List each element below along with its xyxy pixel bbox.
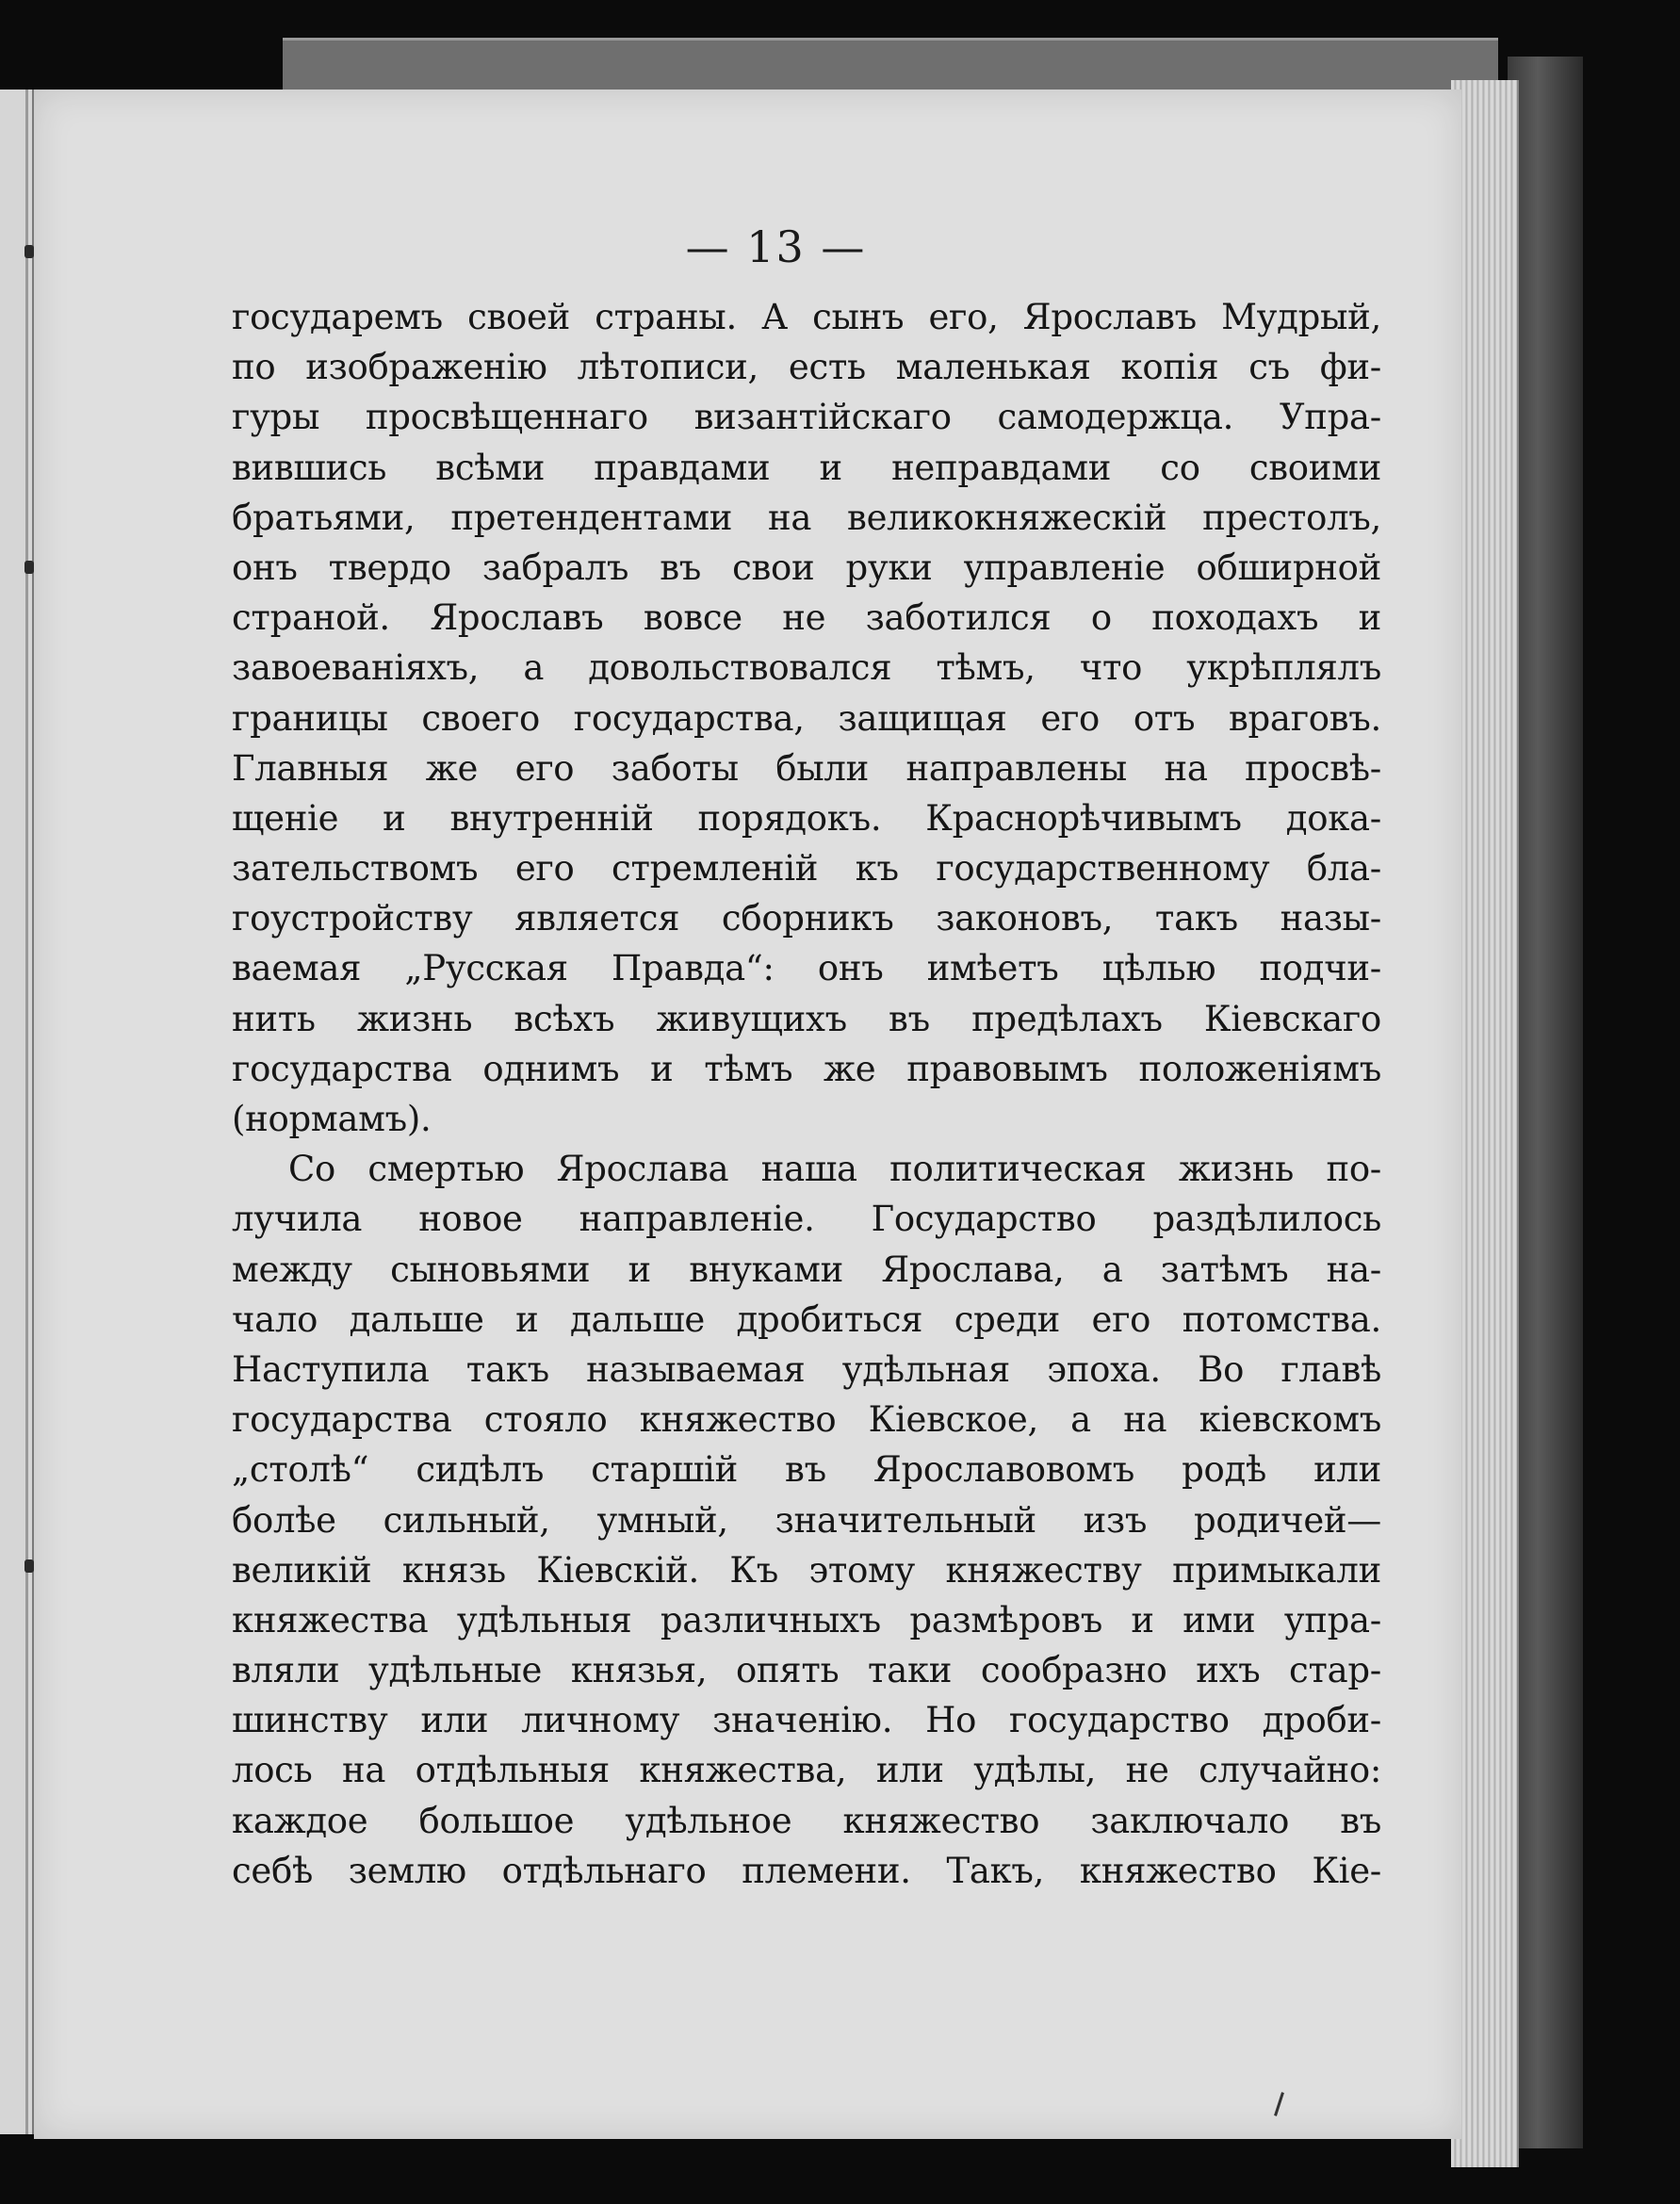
text-line: (нормамъ). [232,1099,432,1139]
text-line: онъ твердо забралъ въ свои руки управленіе обширной [232,547,1381,588]
page-number: — 13 — [685,221,867,272]
text-line: страной. Ярославъ вовсе не заботился о походахъ и [232,597,1381,639]
text-line: каждое большое удѣльное княжество заключало въ [232,1800,1381,1841]
text-line: между сыновьями и внуками Ярослава, а затѣмъ на- [232,1249,1381,1290]
page-text-block [232,292,1381,1896]
text-line: государемъ своей страны. А сынъ его, Ярославъ Мудрый, [232,297,1381,337]
text-line: лучила новое направленіе. Государство раздѣлилось [232,1199,1381,1240]
text-line: вляли удѣльные князья, опять таки сообразно ихъ стар- [232,1650,1381,1691]
text-line: княжества удѣльныя различныхъ размѣровъ и ими упра- [232,1599,1381,1641]
text-line: государства стояло княжество Кіевское, а на кіевскомъ [232,1399,1381,1441]
text-line: великій князь Кіевскій. Къ этому княжеству примыкали [232,1549,1381,1591]
text-line: „столѣ“ сидѣлъ старшій въ Ярославовомъ родѣ или [232,1449,1381,1491]
text-line: щеніе и внутренній порядокъ. Краснорѣчивымъ дока- [232,797,1381,839]
text-line: по изображенію лѣтописи, есть маленькая копія съ фи- [232,347,1381,388]
text-line: чало дальше и дальше дробиться среди его потомства. [232,1298,1381,1340]
binding-thread-mark [24,561,34,574]
text-line: Со смертью Ярослава наша политическая жизнь по- [288,1149,1381,1190]
text-line: Наступила такъ называемая удѣльная эпоха. Во главѣ [232,1348,1381,1390]
text-line: завоеваніяхъ, а довольствовался тѣмъ, что укрѣплялъ [232,647,1381,689]
binding-thread-mark [24,1559,34,1573]
text-line: границы своего государства, защищая его отъ враговъ. [232,697,1381,739]
text-line: зательствомъ его стремленій къ государственному бла- [232,848,1381,890]
text-line: шинству или личному значенію. Но государство дроби- [232,1700,1381,1741]
text-line: лось на отдѣльныя княжества, или удѣлы, не случайно: [232,1750,1381,1791]
left-page-edge [0,90,34,2134]
book-page [34,90,1461,2139]
text-line: нить жизнь всѣхъ живущихъ въ предѣлахъ Кіевскаго [232,998,1381,1039]
text-line: ваемая „Русская Правда“: онъ имѣетъ цѣлью подчи- [232,948,1381,989]
book-cover-edge [1508,57,1583,2148]
pencil-mark [1274,2092,1284,2116]
text-line: болѣе сильный, умный, значительный изъ родичей— [232,1499,1381,1541]
binding-thread-mark [24,245,34,258]
text-line: братьями, претендентами на великокняжескій престолъ, [232,497,1381,538]
text-line: гоустройству является сборникъ законовъ, такъ назы- [232,898,1381,939]
text-line: Главныя же его заботы были направлены на просвѣ- [232,747,1381,789]
text-line: государства однимъ и тѣмъ же правовымъ положеніямъ [232,1048,1381,1089]
text-line: вившись всѣми правдами и неправдами со своими [232,447,1381,488]
text-line: себѣ землю отдѣльнаго племени. Такъ, княжество Кіе- [232,1850,1381,1891]
text-line: гуры просвѣщеннаго византійскаго самодержца. Упра- [232,397,1381,438]
